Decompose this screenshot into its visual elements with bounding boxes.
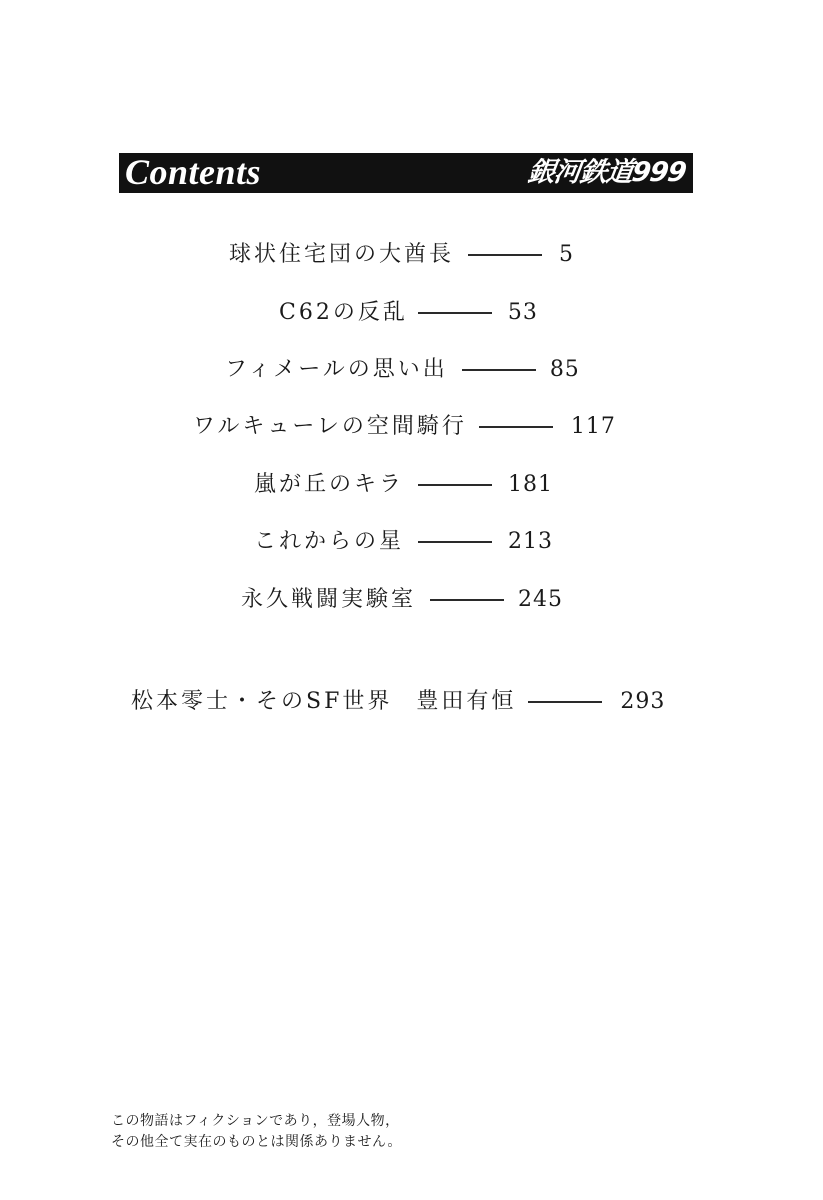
- contents-heading: Contents: [125, 152, 262, 192]
- leader-rule: [418, 541, 492, 543]
- toc-entry[interactable]: [279, 298, 538, 328]
- leader-rule: [479, 426, 553, 428]
- leader-rule: [462, 369, 536, 371]
- toc-entry[interactable]: [193, 412, 616, 442]
- toc-entry[interactable]: [225, 355, 580, 385]
- essay-title: 松本零士・そのSF世界: [131, 689, 393, 714]
- toc-entry[interactable]: [241, 585, 563, 615]
- toc-entry-page: 53: [507, 300, 538, 325]
- essay-page: 293: [620, 689, 666, 714]
- toc-entry-title: 球状住宅団の大酋長: [229, 242, 455, 267]
- disclaimer-line-2: その他全て実在のものとは関係ありません。: [111, 1134, 402, 1150]
- essay-author: 豊田有恒: [416, 689, 517, 714]
- leader-rule: [418, 312, 492, 314]
- disclaimer-line-1: この物語はフィクションであり，登場人物，: [111, 1113, 400, 1129]
- toc-entry-page: 181: [508, 472, 554, 497]
- toc-entry-title: フィメールの思い出: [225, 357, 448, 382]
- toc-entry-page: 213: [508, 529, 554, 554]
- contents-header-bar: [119, 153, 693, 193]
- toc-entry-title: これからの星: [254, 529, 405, 554]
- leader-rule: [430, 599, 504, 601]
- toc-entry-title: C62の反乱: [279, 300, 408, 325]
- toc-entry[interactable]: [254, 470, 553, 500]
- toc-entry-title: 永久戦闘実験室: [241, 587, 417, 612]
- toc-entry[interactable]: [254, 527, 553, 557]
- toc-essay-entry[interactable]: [131, 687, 665, 717]
- toc-entry-title: 嵐が丘のキラ: [254, 472, 405, 497]
- toc-entry-page: 117: [570, 414, 616, 439]
- toc-entry[interactable]: [229, 240, 574, 270]
- toc-entry-page: 5: [559, 242, 575, 267]
- leader-rule: [468, 254, 542, 256]
- series-logo: 銀河鉄道999: [525, 157, 688, 188]
- toc-entry-page: 85: [549, 357, 580, 382]
- leader-rule: [528, 701, 602, 703]
- toc-entry-title: ワルキューレの空間騎行: [193, 414, 467, 439]
- leader-rule: [418, 484, 492, 486]
- toc-entry-page: 245: [518, 587, 564, 612]
- fiction-disclaimer: [111, 1111, 402, 1153]
